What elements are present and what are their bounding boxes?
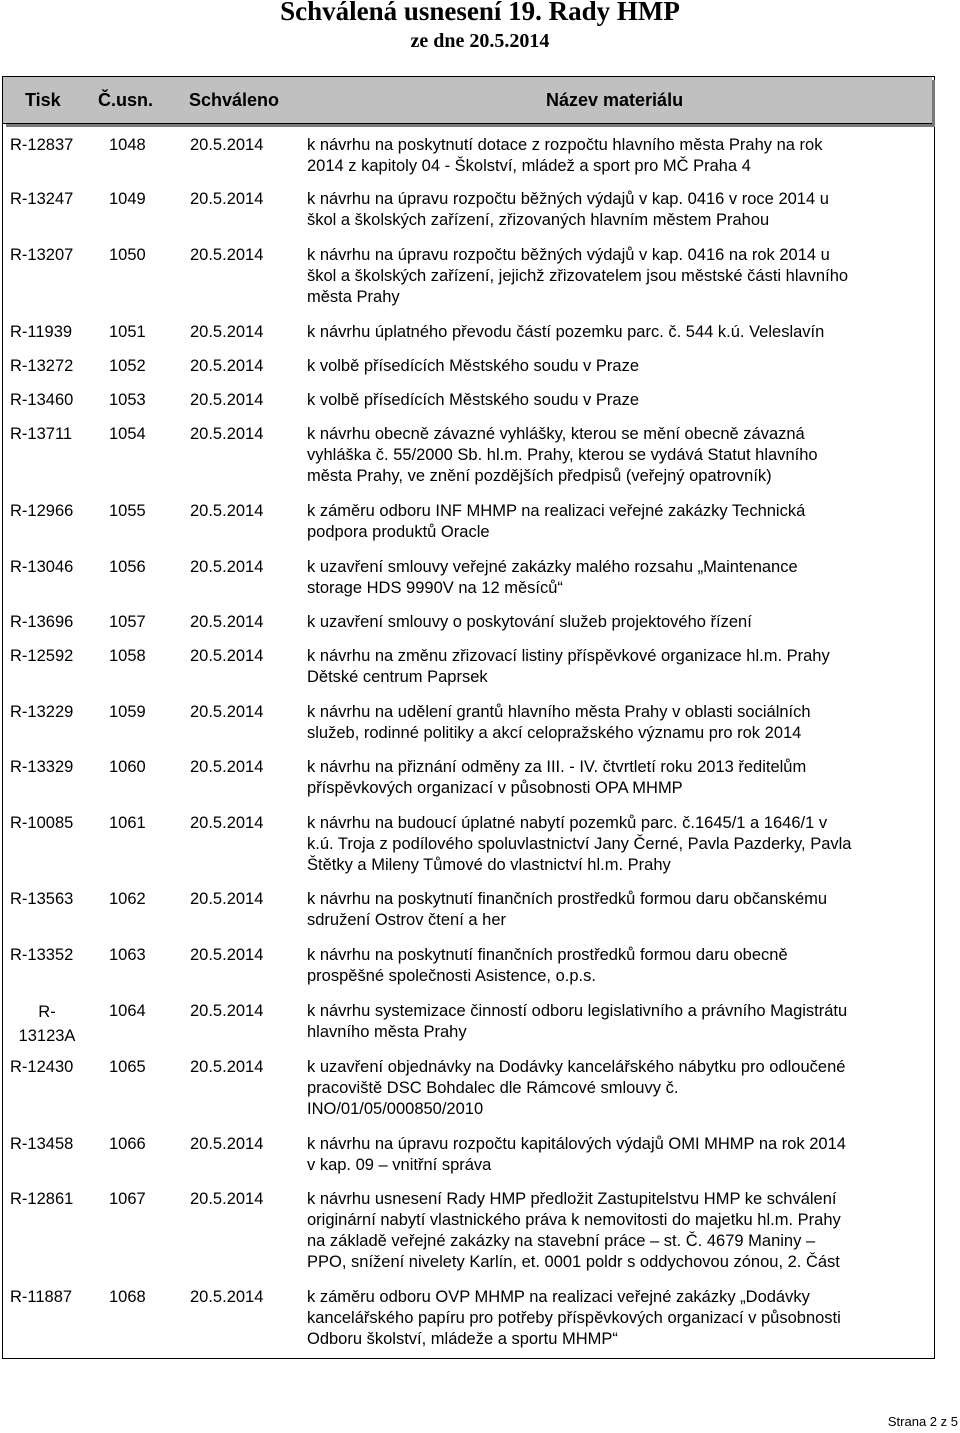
cell-tisk: R-12592 xyxy=(10,647,74,665)
title-line: města Prahy, ve znění pozdějších předpisů (veřejný opatrovník) xyxy=(307,467,772,485)
cell-date: 20.5.2014 xyxy=(190,1288,264,1306)
cell-date: 20.5.2014 xyxy=(190,946,264,964)
page-title: Schválená usnesení 19. Rady HMP xyxy=(280,0,680,26)
title-line: města Prahy xyxy=(307,288,400,306)
cell-title xyxy=(307,424,927,487)
cell-date: 20.5.2014 xyxy=(190,425,264,443)
cell-date: 20.5.2014 xyxy=(190,357,264,375)
title-line: k volbě přísedících Městského soudu v Praze xyxy=(307,391,639,409)
title-line: k návrhu obecně závazné vyhlášky, kterou se mění obecně závazná xyxy=(307,425,805,443)
title-line: k návrhu na poskytnutí finančních prostředků formou daru občanskému xyxy=(307,890,828,908)
cell-cusn: 1048 xyxy=(109,136,146,154)
cell-tisk: R-10085 xyxy=(10,814,74,832)
title-line: Štětky a Mileny Tůmové do vlastnictví hl.m. Prahy xyxy=(307,856,671,874)
cell-title xyxy=(307,501,927,543)
title-line: škol a školských zařízení, jejichž zřizovatelem jsou městské části hlavního xyxy=(307,267,849,285)
cell-tisk: R-13352 xyxy=(10,946,74,964)
cell-title xyxy=(307,135,927,177)
cell-title xyxy=(307,245,927,308)
cell-date: 20.5.2014 xyxy=(190,890,264,908)
column-header-nazev: Název materiálu xyxy=(546,90,684,110)
cell-title xyxy=(307,813,927,876)
column-header-cusn: Č.usn. xyxy=(98,90,154,110)
cell-date: 20.5.2014 xyxy=(190,136,264,154)
cell-cusn: 1063 xyxy=(109,946,146,964)
cell-date: 20.5.2014 xyxy=(190,558,264,576)
title-line: originární nabytí vlastnického práva k nemovitosti do majetku hl.m. Prahy xyxy=(307,1211,841,1229)
cell-tisk: R-12837 xyxy=(10,136,74,154)
cell-date: 20.5.2014 xyxy=(190,502,264,520)
cell-cusn: 1059 xyxy=(109,703,146,721)
title-line: vyhláška č. 55/2000 Sb. hl.m. Prahy, kterou se vydává Statut hlavního xyxy=(307,446,818,464)
title-line: k návrhu na úpravu rozpočtu kapitálových výdajů OMI MHMP na rok 2014 xyxy=(307,1135,846,1153)
title-line: k.ú. Troja z podílového spoluvlastnictví Jany Černé, Pavla Pazderky, Pavla xyxy=(307,835,852,853)
title-line: k návrhu na přiznání odměny za III. - IV. čtvrtletí roku 2013 ředitelům xyxy=(307,758,807,776)
cell-tisk: R-12966 xyxy=(10,502,74,520)
cell-title xyxy=(307,612,927,633)
title-line: k uzavření objednávky na Dodávky kancelářského nábytku pro odloučené xyxy=(307,1058,846,1076)
cell-tisk: R-13696 xyxy=(10,613,74,631)
cell-title xyxy=(307,189,927,231)
cell-date: 20.5.2014 xyxy=(190,391,264,409)
title-line: storage HDS 9990V na 12 měsíců“ xyxy=(307,579,563,597)
cell-tisk: R-13046 xyxy=(10,558,74,576)
title-line: škol a školských zařízení, zřizovaných hlavním městem Prahou xyxy=(307,211,770,229)
cell-tisk: R-11887 xyxy=(10,1288,73,1306)
cell-title xyxy=(307,1134,927,1176)
title-line: k návrhu na poskytnutí dotace z rozpočtu hlavního města Prahy na rok xyxy=(307,136,823,154)
cell-cusn: 1064 xyxy=(109,1002,146,1020)
cell-tisk: R-13460 xyxy=(10,391,74,409)
cell-cusn: 1068 xyxy=(109,1288,146,1306)
cell-tisk: R-12861 xyxy=(10,1190,74,1208)
cell-date: 20.5.2014 xyxy=(190,1058,264,1076)
cell-cusn: 1060 xyxy=(109,758,146,776)
cell-title xyxy=(307,757,927,799)
title-line: příspěvkových organizací v působnosti OPA MHMP xyxy=(307,779,683,797)
title-line: k návrhu úplatného převodu částí pozemku parc. č. 544 k.ú. Veleslavín xyxy=(307,323,825,341)
cell-cusn: 1067 xyxy=(109,1190,146,1208)
cell-cusn: 1061 xyxy=(109,814,146,832)
title-line: k záměru odboru INF MHMP na realizaci veřejné zakázky Technická xyxy=(307,502,806,520)
cell-title xyxy=(307,557,927,599)
title-line: kancelářského papíru pro potřeby příspěvkových organizací v působnosti xyxy=(307,1309,841,1327)
cell-tisk: R- 13123A xyxy=(18,1003,76,1045)
title-line: k uzavření smlouvy veřejné zakázky malého rozsahu „Maintenance xyxy=(307,558,798,576)
cell-cusn: 1055 xyxy=(109,502,146,520)
cell-tisk: R-13272 xyxy=(10,357,74,375)
column-header-tisk: Tisk xyxy=(25,90,61,110)
cell-title xyxy=(307,322,927,343)
cell-cusn: 1049 xyxy=(109,190,146,208)
cell-cusn: 1054 xyxy=(109,425,146,443)
title-line: k návrhu na změnu zřizovací listiny příspěvkové organizace hl.m. Prahy xyxy=(307,647,830,665)
title-line: k návrhu na úpravu rozpočtu běžných výdajů v kap. 0416 na rok 2014 u xyxy=(307,246,830,264)
cell-title xyxy=(307,646,927,688)
table-header xyxy=(3,77,932,124)
cell-title xyxy=(307,702,927,744)
title-line: k návrhu na budoucí úplatné nabytí pozemků parc. č.1645/1 a 1646/1 v xyxy=(307,814,828,832)
cell-cusn: 1053 xyxy=(109,391,146,409)
title-line: podpora produktů Oracle xyxy=(307,523,490,541)
cell-title xyxy=(307,1001,927,1043)
cell-title xyxy=(307,1057,927,1120)
title-line: INO/01/05/000850/2010 xyxy=(307,1100,484,1118)
title-line: 2014 z kapitoly 04 - Školství, mládež a sport pro MČ Praha 4 xyxy=(307,157,751,175)
title-line: na základě veřejné zakázky na stavební práce – st. Č. 4679 Maniny – xyxy=(307,1232,816,1250)
title-line: k záměru odboru OVP MHMP na realizaci veřejné zakázky „Dodávky xyxy=(307,1288,810,1306)
cell-title xyxy=(307,356,927,377)
title-line: v kap. 09 – vnitřní správa xyxy=(307,1156,492,1174)
title-line: Dětské centrum Paprsek xyxy=(307,668,488,686)
title-line: Odboru školství, mládeže a sportu MHMP“ xyxy=(307,1330,618,1348)
title-line: hlavního města Prahy xyxy=(307,1023,467,1041)
cell-title xyxy=(307,1287,927,1350)
cell-date: 20.5.2014 xyxy=(190,1135,264,1153)
cell-cusn: 1052 xyxy=(109,357,146,375)
cell-cusn: 1050 xyxy=(109,246,146,264)
cell-tisk: R-13229 xyxy=(10,703,74,721)
cell-tisk: R-13458 xyxy=(10,1135,74,1153)
cell-tisk: R-13247 xyxy=(10,190,74,208)
cell-cusn: 1058 xyxy=(109,647,146,665)
cell-date: 20.5.2014 xyxy=(190,758,264,776)
title-line: k návrhu na udělení grantů hlavního města Prahy v oblasti sociálních xyxy=(307,703,811,721)
title-line: PPO, snížení nivelety Karlín, et. 0001 poldr s oddychovou zónou, 2. Část xyxy=(307,1253,840,1271)
cell-cusn: 1056 xyxy=(109,558,146,576)
title-line: k uzavření smlouvy o poskytování služeb projektového řízení xyxy=(307,613,752,631)
page-number: Strana 2 z 5 xyxy=(887,1414,958,1429)
cell-cusn: 1065 xyxy=(109,1058,146,1076)
cell-cusn: 1066 xyxy=(109,1135,146,1153)
cell-tisk: R-13329 xyxy=(10,758,74,776)
cell-cusn: 1062 xyxy=(109,890,146,908)
cell-title xyxy=(307,390,927,411)
cell-date: 20.5.2014 xyxy=(190,613,264,631)
cell-tisk: R-13563 xyxy=(10,890,74,908)
title-line: k návrhu na úpravu rozpočtu běžných výdajů v kap. 0416 v roce 2014 u xyxy=(307,190,829,208)
cell-date: 20.5.2014 xyxy=(190,246,264,264)
cell-date: 20.5.2014 xyxy=(190,703,264,721)
cell-tisk: R-11939 xyxy=(10,323,73,341)
cell-date: 20.5.2014 xyxy=(190,814,264,832)
column-header-schvaleno: Schváleno xyxy=(189,90,280,110)
page-subtitle: ze dne 20.5.2014 xyxy=(410,30,550,52)
cell-title xyxy=(307,1189,927,1273)
cell-tisk: R-12430 xyxy=(10,1058,74,1076)
cell-date: 20.5.2014 xyxy=(190,647,264,665)
cell-title xyxy=(307,945,927,987)
cell-title xyxy=(307,889,927,931)
title-line: služeb, rodinné politiky a akcí celopražského významu pro rok 2014 xyxy=(307,724,802,742)
title-line: prospěšné společnosti Asistence, o.p.s. xyxy=(307,967,596,985)
cell-tisk: R-13711 xyxy=(10,425,73,443)
cell-date: 20.5.2014 xyxy=(190,190,264,208)
title-line: k návrhu na poskytnutí finančních prostředků formou daru obecně xyxy=(307,946,788,964)
title-line: pracoviště DSC Bohdalec dle Rámcové smlouvy č. xyxy=(307,1079,679,1097)
title-line: k návrhu usnesení Rady HMP předložit Zastupitelstvu HMP ke schválení xyxy=(307,1190,837,1208)
cell-cusn: 1051 xyxy=(109,323,146,341)
cell-date: 20.5.2014 xyxy=(190,323,264,341)
cell-tisk: R-13207 xyxy=(10,246,74,264)
title-line: sdružení Ostrov čtení a her xyxy=(307,911,507,929)
cell-date: 20.5.2014 xyxy=(190,1190,264,1208)
title-line: k návrhu systemizace činností odboru legislativního a právního Magistrátu xyxy=(307,1002,848,1020)
cell-cusn: 1057 xyxy=(109,613,146,631)
cell-date: 20.5.2014 xyxy=(190,1002,264,1020)
title-line: k volbě přísedících Městského soudu v Praze xyxy=(307,357,639,375)
